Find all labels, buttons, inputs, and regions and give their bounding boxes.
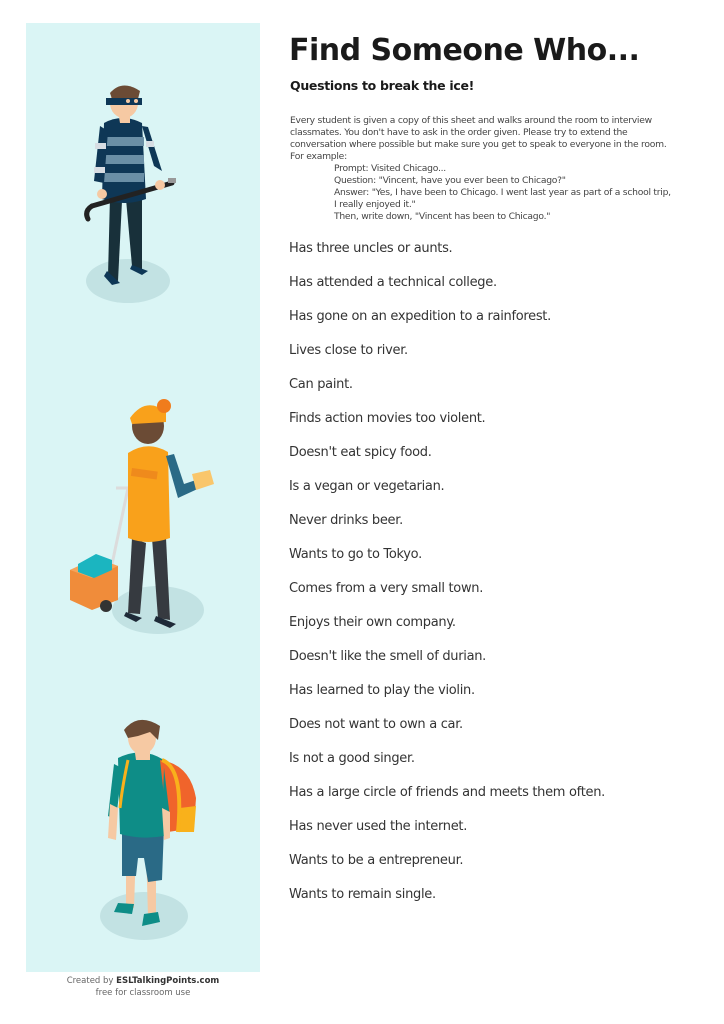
instructions (290, 115, 675, 223)
list-item: Enjoys their own company. (289, 615, 456, 630)
page-subtitle: Questions to break the ice! (290, 78, 475, 93)
list-item: Wants to remain single. (289, 887, 436, 902)
list-item: Is not a good singer. (289, 751, 415, 766)
list-item: Never drinks beer. (289, 513, 403, 528)
list-item: Has attended a technical college. (289, 275, 497, 290)
list-item: Lives close to river. (289, 343, 408, 358)
burglar-illustration (82, 71, 212, 311)
footer-site-link[interactable]: ESLTalkingPoints.com (116, 976, 220, 986)
example-prompt: Prompt: Visited Chicago... (334, 163, 446, 174)
list-item: Has learned to play the violin. (289, 683, 475, 698)
list-item: Has a large circle of friends and meets them often. (289, 785, 605, 800)
find-someone-who-list (289, 240, 605, 920)
delivery-worker-illustration (66, 378, 226, 638)
footer-note: free for classroom use (95, 988, 191, 998)
list-item: Comes from a very small town. (289, 581, 484, 596)
page-title: Find Someone Who... (289, 33, 640, 68)
list-item: Wants to go to Tokyo. (289, 547, 422, 562)
list-item: Has gone on an expedition to a rainforest. (289, 309, 551, 324)
footer-created-by: Created by (66, 976, 114, 986)
student-illustration (98, 708, 208, 948)
instructions-intro: Every student is given a copy of this sheet and walks around the room to interview classmates. You don't have to ask in the order given. Please try to extend the conversation where possible but make sure you get to speak to everyone in the room. For example: (290, 115, 667, 162)
list-item: Finds action movies too violent. (289, 411, 486, 426)
footer-credit (26, 975, 260, 999)
example-answer: Answer: "Yes, I have been to Chicago. I went last year as part of a school trip, I really enjoyed it." (334, 187, 671, 210)
list-item: Has three uncles or aunts. (289, 241, 453, 256)
list-item: Wants to be a entrepreneur. (289, 853, 464, 868)
list-item: Does not want to own a car. (289, 717, 463, 732)
list-item: Doesn't like the smell of durian. (289, 649, 487, 664)
example-question: Question: "Vincent, have you ever been to Chicago?" (334, 175, 566, 186)
footer-created-line (26, 975, 260, 987)
list-item: Doesn't eat spicy food. (289, 445, 432, 460)
example-then: Then, write down, "Vincent has been to Chicago." (334, 211, 551, 222)
list-item: Can paint. (289, 377, 353, 392)
list-item: Is a vegan or vegetarian. (289, 479, 445, 494)
list-item: Has never used the internet. (289, 819, 468, 834)
illustration-panel (26, 23, 260, 972)
